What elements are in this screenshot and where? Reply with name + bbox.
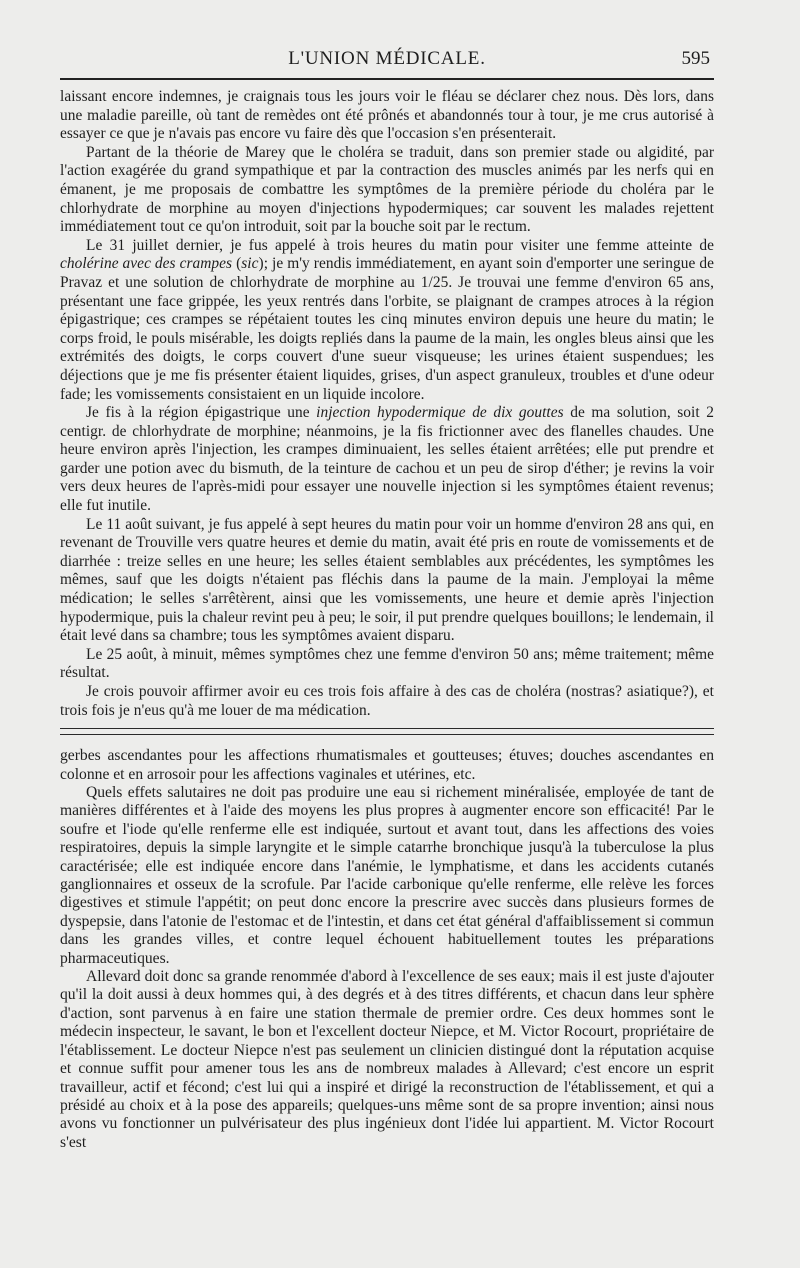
article-paragraph-4 — [60, 404, 714, 516]
article-body — [60, 88, 714, 720]
page-sheet — [60, 42, 714, 1152]
feuilleton-paragraph-1: gerbes ascendantes pour les affections rhumatismales et goutteuses; étuves; douches ascendantes en colonne et en arrosoir pour les affections vaginales et utérines, etc. — [60, 747, 714, 783]
article-paragraph-7: Je crois pouvoir affirmer avoir eu ces trois fois affaire à des cas de choléra (nostras? asiatique?), et trois fois je n'eus qu'à me louer de ma médication. — [60, 683, 714, 719]
feuilleton-paragraph-2: Quels effets salutaires ne doit pas produire une eau si richement minéralisée, employée de tant de manières différentes et à l'aide des moyens les plus propres à augmenter encore son efficacité! Par le soufre et l'iode qu'elle renferme elle est indiquée, surtout et avant tout, dans les affections des voies respiratoires, depuis la simple laryngite et le simple catarrhe bronchique jusqu'à la tuberculose la plus caractérisée; elle est indiquée encore dans l'anémie, le lymphatisme, et dans les accidents cutanés ganglionnaires et osseux de la scrofule. Par l'acide carbonique qu'elle renferme, elle relève les forces digestives et stimule l'appétit; on peut donc encore la prescrire avec succès dans plusieurs formes de dyspepsie, dans l'atonie de l'estomac et de l'intestin, et dans cet état général d'affaiblissement si commun dans les grandes villes, et contre lequel échouent habituellement toutes les préparations pharmaceutiques. — [60, 784, 714, 967]
article-paragraph-1: laissant encore indemnes, je craignais tous les jours voir le fléau se déclarer chez nous. Dès lors, dans une maladie pareille, où tant de remèdes ont été prônés et abandonnés tour à tour, je me crus autorisé à essayer ce que je n'avais pas encore vu faire dès que l'occasion s'en présenterait. — [60, 88, 714, 143]
feuilleton-paragraph-3: Allevard doit donc sa grande renommée d'abord à l'excellence de ses eaux; mais il est juste d'ajouter qu'il la doit aussi à deux hommes qui, à des degrés et à des titres différents, et chacun dans leur sphère d'action, sont parvenus à en faire une station thermale de premier ordre. Ces deux hommes sont le médecin inspecteur, le savant, le bon et l'excellent docteur Niepce, et M. Victor Rocourt, propriétaire de l'établissement. Le docteur Niepce n'est pas seulement un clinicien distingué dont la réputation acquise et connue suffit pour amener tous les ans de nombreux malades à Allevard; c'est encore un esprit travailleur, actif et fécond; c'est lui qui a inspiré et dirigé la reconstruction de l'établissement, et qui a présidé au choix et à la pose des appareils; quelques-uns même sont de sa propre invention; ainsi nous avons vu fonctionner un pulvérisateur des plus ingénieux dont l'idée lui appartient. M. Victor Rocourt s'est — [60, 968, 714, 1151]
article-paragraph-3 — [60, 237, 714, 404]
text-run: ( — [232, 255, 242, 273]
italic-phrase: injection hypodermique de dix gouttes — [316, 404, 564, 422]
text-run: Le 31 juillet dernier, je fus appelé à trois heures du matin pour visiter une femme atteinte de — [86, 236, 714, 254]
text-run: Je fis à la région épigastrique une — [86, 404, 317, 422]
article-paragraph-2: Partant de la théorie de Marey que le choléra se traduit, dans son premier stade ou algidité, par l'action exagérée du grand sympathique et par la contraction des muscles animés par les nerfs qui en émanent, je me proposais de combattre les symptômes de la première période du choléra par le chlorhydrate de morphine au moyen d'injections hypodermiques; car souvent les malades rejettent immédiatement tout ce qu'on introduit, soit par la bouche soit par le rectum. — [60, 143, 714, 236]
article-paragraph-5: Le 11 août suivant, je fus appelé à sept heures du matin pour voir un homme d'environ 28 ans qui, en revenant de Trouville vers quatre heures et demie du matin, avait été pris en route de vomissements et de diarrhée : treize selles en une heure; les selles étaient semblables aux précédentes, les symptômes les mêmes, sauf que les doigts n'étaient pas fléchis dans la paume de la main. J'employai la même médication; le selles s'arrêtèrent, ainsi que les vomissements, une heure et demie après l'injection hypodermique, puis la chaleur revint peu à peu; le soir, il put prendre quelques bouillons; le lendemain, il était levé dans sa chambre; tous les symptômes avaient disparu. — [60, 515, 714, 645]
page-number: 595 — [681, 48, 710, 69]
italic-phrase: sic — [241, 255, 259, 273]
feuilleton-separator — [60, 728, 714, 735]
journal-title: L'UNION MÉDICALE. — [288, 48, 486, 69]
italic-phrase: cholérine avec des crampes — [60, 255, 233, 273]
feuilleton-body — [60, 747, 714, 1152]
running-head — [60, 42, 714, 72]
header-rule — [60, 78, 714, 80]
text-run: ); je m'y rendis immédiatement, en ayant soin d'emporter une seringue de Pravaz et une solution de chlorhydrate de morphine au 1/25. Je trouvai une femme d'environ 65 ans, présentant une face grippée, les yeux rentrés dans l'orbite, se plaignant de crampes atroces à la région épigastrique; ces crampes se répétaient toutes les cinq minutes environ depuis une heure du matin; le corps froid, le pouls misérable, les doigts repliés dans la paume de la main, les ongles bleus ainsi que les extrémités des doigts, le corps couvert d'une sueur visqueuse; les urines étaient suspendues; les déjections que je me fis présenter étaient liquides, grises, d'un aspect granuleux, troubles et d'une odeur fade; les vomissements consistaient en un liquide incolore. — [60, 255, 714, 403]
article-paragraph-6: Le 25 août, à minuit, mêmes symptômes chez une femme d'environ 50 ans; même traitement; même résultat. — [60, 645, 714, 682]
text-run: de ma solution, soit 2 centigr. de chlorhydrate de morphine; néanmoins, je la fis frictionner avec des flanelles chaudes. Une heure environ après l'injection, les crampes diminuaient, les selles étaient arrêtées; elle put prendre et garder une potion avec du bismuth, de la teinture de cachou et un peu de sirop d'éther; je revins la voir vers deux heures de l'après-midi pour essayer une nouvelle injection si les symptômes étaient revenus; elle fut inutile. — [60, 404, 714, 515]
